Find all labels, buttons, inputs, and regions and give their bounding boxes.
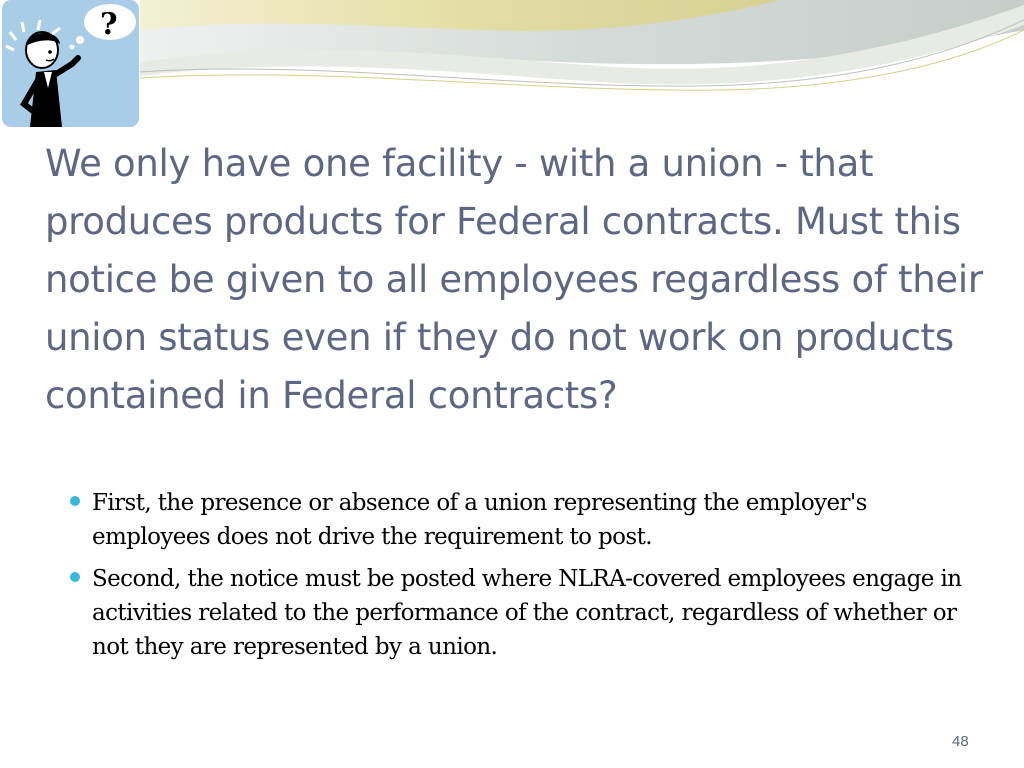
- thinking-person-question-icon: [2, 0, 139, 127]
- question-mark-glyph: ?: [100, 7, 118, 42]
- bullet-item: [70, 562, 970, 664]
- thinking-person-clipart: [2, 0, 139, 127]
- slide-number: 48: [952, 733, 969, 750]
- bullet-text: Second, the notice must be posted where NLRA-covered employees engage in activities related to the performance of the contract, regardless of whether or not they are represented by a union.: [92, 566, 962, 660]
- bullet-item: [70, 486, 970, 554]
- bullet-list: [70, 486, 970, 672]
- header-swoosh-decoration: [0, 0, 1024, 110]
- slide-title: We only have one facility - with a union - that produces products for Federal contracts. Must this notice be given to all employees regardless of their union status even if they do not work on products contained in Federal contracts?: [45, 142, 983, 417]
- bullet-dot-icon: [70, 496, 80, 506]
- bullet-text: First, the presence or absence of a union representing the employer's employees does not drive the requirement to post.: [92, 490, 867, 550]
- bullet-dot-icon: [70, 572, 80, 582]
